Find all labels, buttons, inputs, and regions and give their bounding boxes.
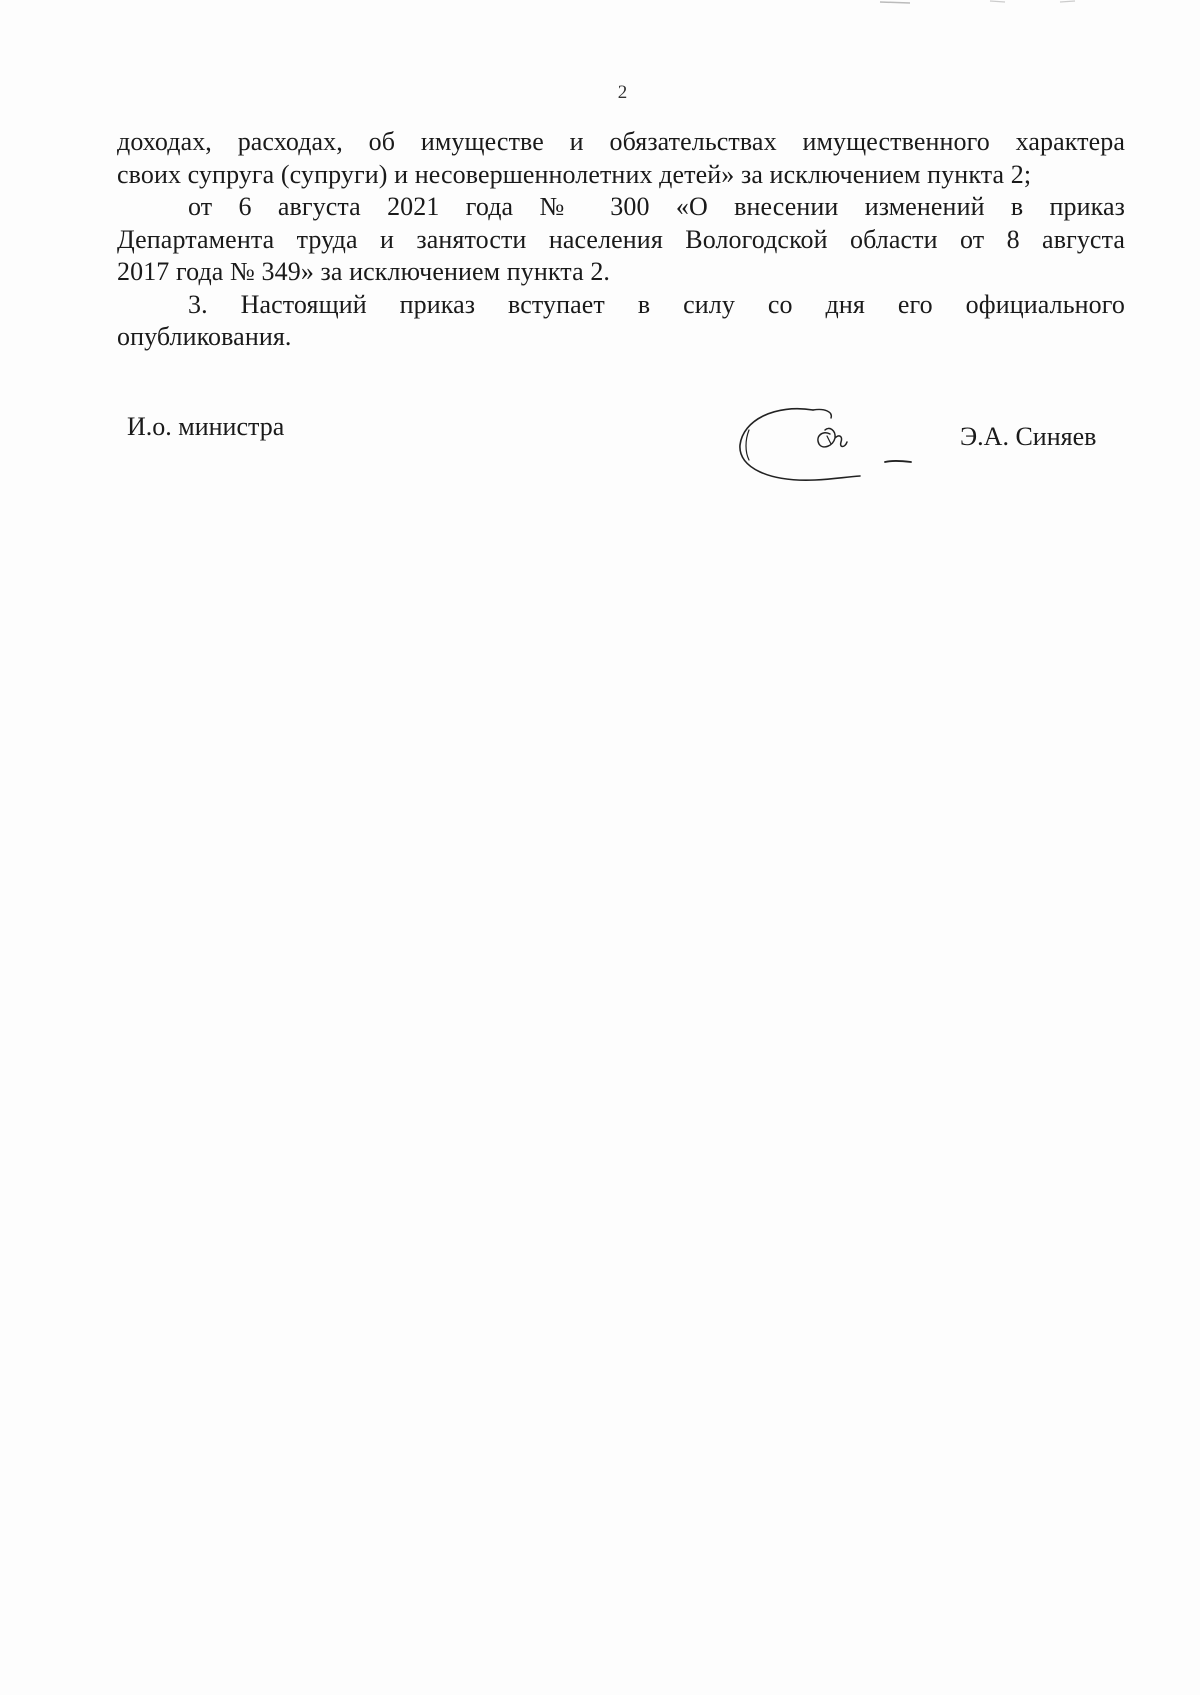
- signatory-name: Э.А. Синяев: [960, 422, 1097, 451]
- text-line: от 6 августа 2021 года № 300 «О внесении изменений в приказ: [188, 192, 1125, 221]
- handwritten-signature: [735, 400, 935, 490]
- signatory-title: И.о. министра: [127, 412, 285, 441]
- signature-block: [0, 408, 1200, 498]
- text-line: опубликования.: [117, 322, 292, 351]
- paragraph-continuation: [117, 126, 1125, 191]
- paragraph-item-3: [117, 289, 1125, 354]
- document-body: [117, 126, 1125, 354]
- text-line: своих супруга (супруги) и несовершеннолетних детей» за исключением пункта 2;: [117, 159, 1032, 189]
- text-line: 3. Настоящий приказ вступает в силу со дня его официального: [188, 289, 1125, 319]
- scan-artifact: [870, 0, 1090, 6]
- text-line: Департамента труда и занятости населения Вологодской области от 8 августа: [117, 224, 1125, 254]
- text-line: доходах, расходах, об имуществе и обязательствах имущественного характера: [117, 127, 1125, 156]
- page-number: 2: [617, 82, 628, 103]
- paragraph-order-300: [117, 191, 1125, 289]
- text-line: 2017 года № 349» за исключением пункта 2.: [117, 257, 611, 286]
